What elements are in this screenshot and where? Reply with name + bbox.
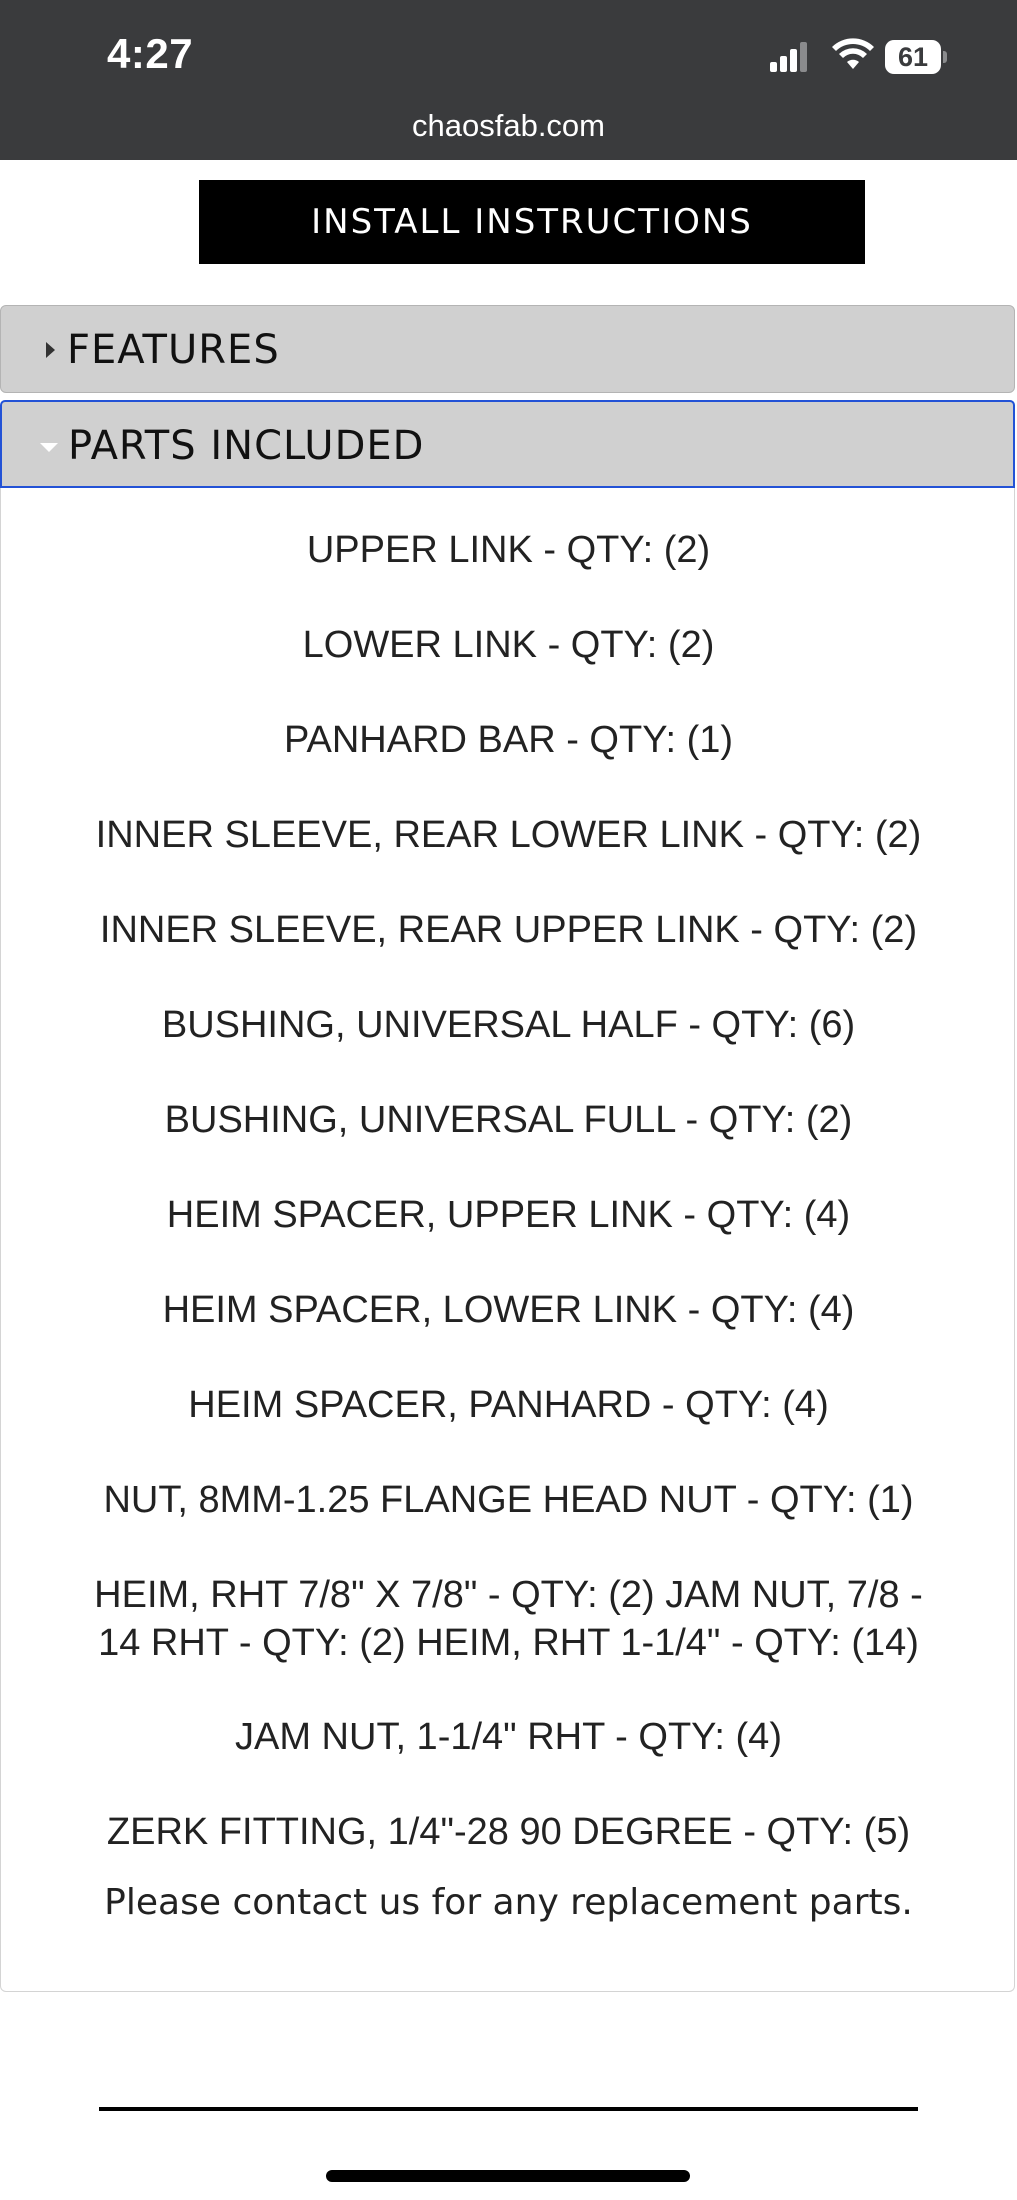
part-item: HEIM, RHT 7/8" X 7/8" - QTY: (2) JAM NUT, 7/8 - 14 RHT - QTY: (2) HEIM, RHT 1-1/4" - QTY: (14) — [94, 1574, 923, 1664]
parts-included-panel — [0, 488, 1015, 1992]
part-item: HEIM SPACER, LOWER LINK - QTY: (4) — [162, 1289, 855, 1331]
accordion-parts-label: PARTS INCLUDED — [68, 423, 425, 469]
part-item: INNER SLEEVE, REAR LOWER LINK - QTY: (2) — [95, 814, 922, 856]
part-item: HEIM SPACER, PANHARD - QTY: (4) — [188, 1384, 829, 1426]
part-item: NUT, 8MM-1.25 FLANGE HEAD NUT - QTY: (1) — [103, 1479, 914, 1521]
caret-down-icon — [40, 443, 58, 452]
signal-icon — [770, 42, 810, 72]
contact-note: Please contact us for any replacement parts. — [104, 1882, 913, 1923]
footer-divider — [99, 2107, 918, 2111]
part-item: BUSHING, UNIVERSAL FULL - QTY: (2) — [164, 1099, 853, 1141]
part-item: JAM NUT, 1-1/4" RHT - QTY: (4) — [235, 1716, 782, 1758]
part-item: INNER SLEEVE, REAR UPPER LINK - QTY: (2) — [99, 909, 918, 951]
accordion-features-label: FEATURES — [67, 327, 280, 373]
status-bar — [0, 0, 1017, 160]
part-item: BUSHING, UNIVERSAL HALF - QTY: (6) — [161, 1004, 856, 1046]
battery-level: 61 — [885, 40, 941, 74]
wifi-icon — [832, 38, 874, 72]
accordion-features-header[interactable] — [0, 305, 1015, 393]
home-indicator[interactable] — [326, 2170, 690, 2182]
caret-right-icon — [46, 342, 55, 358]
battery-icon — [885, 40, 947, 74]
install-instructions-button[interactable]: INSTALL INSTRUCTIONS — [199, 180, 865, 264]
part-item: LOWER LINK - QTY: (2) — [302, 624, 715, 666]
battery-tip — [943, 51, 947, 63]
part-item: ZERK FITTING, 1/4"-28 90 DEGREE - QTY: (5) — [106, 1811, 911, 1853]
status-time: 4:27 — [107, 30, 194, 77]
part-item: HEIM SPACER, UPPER LINK - QTY: (4) — [166, 1194, 851, 1236]
part-item: PANHARD BAR - QTY: (1) — [283, 719, 734, 761]
address-bar-url[interactable]: chaosfab.com — [412, 108, 605, 143]
accordion-parts-header[interactable] — [0, 400, 1015, 488]
part-item: UPPER LINK - QTY: (2) — [306, 529, 711, 571]
